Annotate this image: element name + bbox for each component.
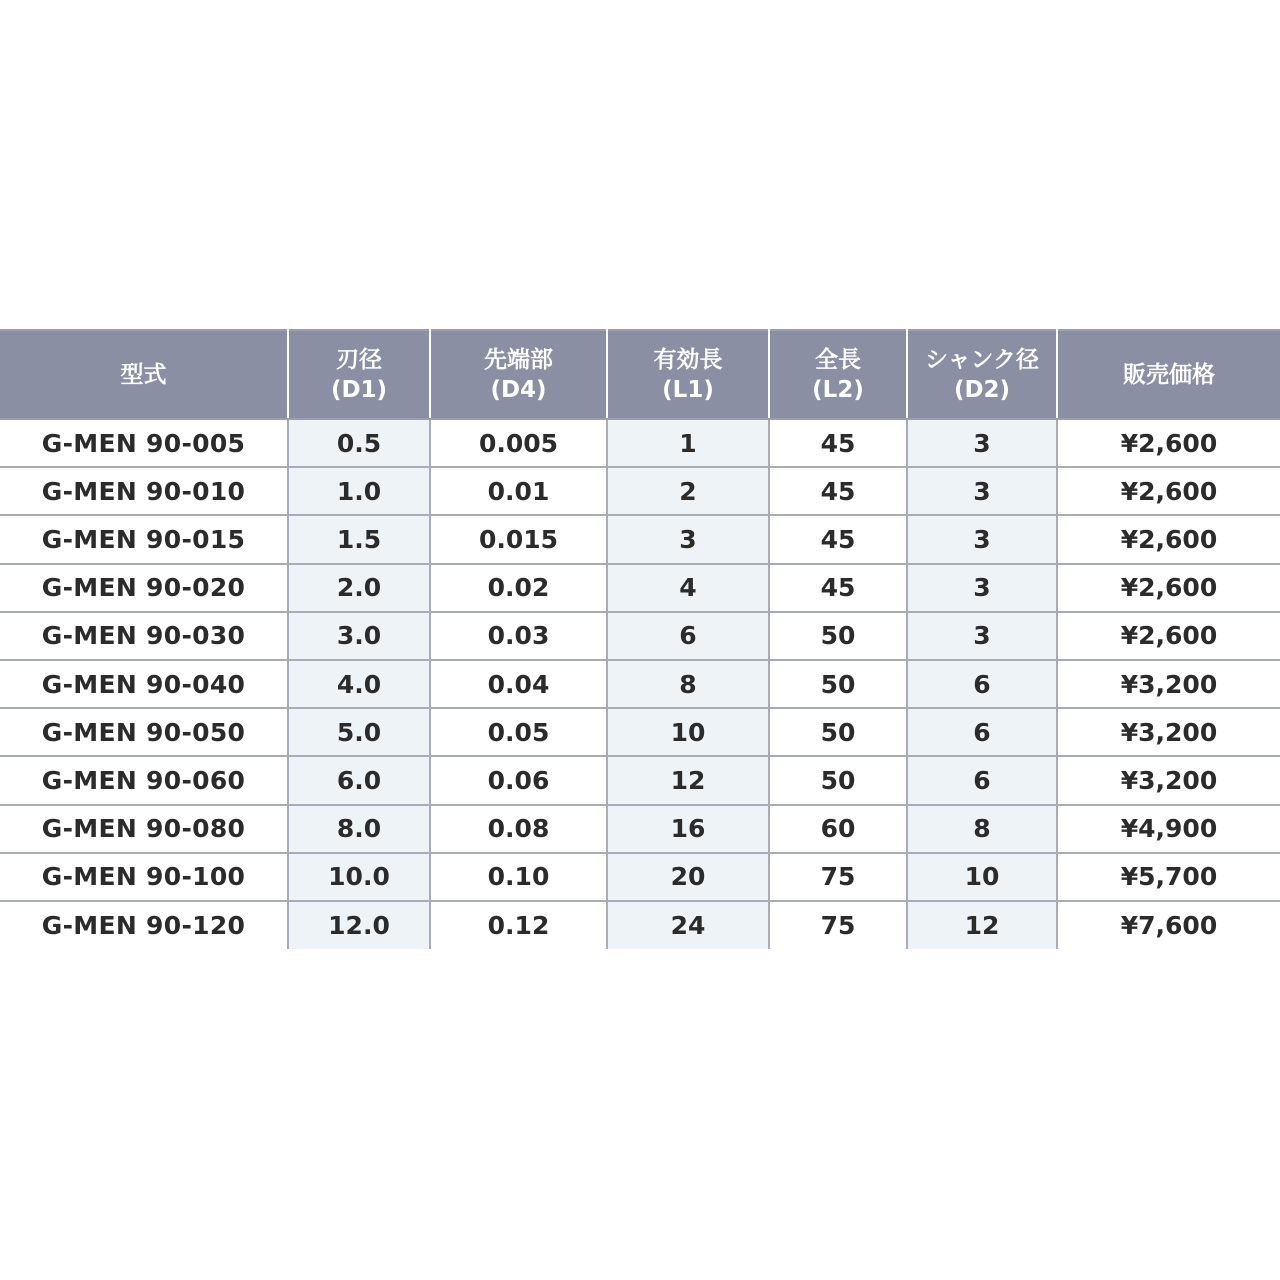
cell-price: ¥3,200: [1057, 756, 1280, 804]
cell-tip: 0.10: [430, 853, 607, 901]
cell-shank-diameter: 3: [907, 419, 1057, 467]
cell-price: ¥2,600: [1057, 515, 1280, 563]
column-header-tip: [430, 330, 607, 419]
column-header-symbol: (L1): [662, 376, 714, 403]
cell-shank-diameter: 6: [907, 660, 1057, 708]
cell-model: G-MEN 90-100: [0, 853, 288, 901]
cell-effective-length: 2: [607, 467, 769, 515]
cell-effective-length: 3: [607, 515, 769, 563]
cell-model: G-MEN 90-030: [0, 612, 288, 660]
cell-shank-diameter: 3: [907, 564, 1057, 612]
cell-blade-diameter: 2.0: [288, 564, 430, 612]
table-header: [0, 330, 1280, 419]
cell-tip: 0.05: [430, 708, 607, 756]
cell-price: ¥3,200: [1057, 660, 1280, 708]
cell-price: ¥2,600: [1057, 419, 1280, 467]
cell-blade-diameter: 10.0: [288, 853, 430, 901]
cell-model: G-MEN 90-080: [0, 805, 288, 853]
cell-effective-length: 16: [607, 805, 769, 853]
cell-price: ¥7,600: [1120, 910, 1218, 940]
cell-overall-length: 45: [769, 515, 907, 563]
cell-price: ¥5,700: [1057, 853, 1280, 901]
cell-overall-length: 50: [769, 708, 907, 756]
table-row: [0, 419, 1280, 467]
cell-overall-length: 75: [769, 901, 907, 949]
column-header-label: シャンク径: [924, 346, 1040, 373]
column-header-label: 全長: [815, 346, 861, 373]
cell-shank-diameter: 3: [907, 467, 1057, 515]
cell-shank-diameter: 8: [907, 805, 1057, 853]
cell-effective-length: 8: [607, 660, 769, 708]
column-header-label: 型式: [120, 361, 167, 388]
spec-table: [0, 329, 1280, 949]
cell-tip: 0.12: [430, 901, 607, 949]
cell-effective-length: 12: [607, 756, 769, 804]
cell-effective-length: 6: [607, 612, 769, 660]
cell-model: G-MEN 90-060: [0, 756, 288, 804]
header-row: [0, 330, 1280, 419]
column-header-symbol: (D2): [953, 376, 1011, 403]
cell-overall-length: 50: [769, 660, 907, 708]
column-header-blade-diameter: [288, 330, 430, 419]
column-header-symbol: (L2): [812, 376, 864, 403]
cell-tip: 0.04: [430, 660, 607, 708]
cell-effective-length: 10: [607, 708, 769, 756]
cell-overall-length: 50: [769, 756, 907, 804]
cell-blade-diameter: 1.0: [288, 467, 430, 515]
column-header-label: 先端部: [484, 346, 553, 373]
cell-effective-length: 1: [607, 419, 769, 467]
cell-tip: 0.03: [430, 612, 607, 660]
table-row: [0, 564, 1280, 612]
cell-model: G-MEN 90-015: [0, 515, 288, 563]
table-body: [0, 419, 1280, 949]
cell-tip: 0.005: [430, 419, 607, 467]
cell-shank-diameter: 3: [907, 612, 1057, 660]
cell-effective-length: 4: [607, 564, 769, 612]
cell-overall-length: 45: [769, 419, 907, 467]
table-row: [0, 756, 1280, 804]
cell-tip: 0.01: [430, 467, 607, 515]
cell-model: G-MEN 90-005: [0, 419, 288, 467]
cell-blade-diameter: 5.0: [288, 708, 430, 756]
cell-blade-diameter: 12.0: [288, 901, 430, 949]
cell-model: G-MEN 90-020: [0, 564, 288, 612]
column-header-symbol: (D4): [490, 376, 547, 403]
cell-shank-diameter: 12: [907, 901, 1057, 949]
cell-blade-diameter: 8.0: [288, 805, 430, 853]
cell-overall-length: 45: [769, 564, 907, 612]
cell-blade-diameter: 0.5: [288, 419, 430, 467]
cell-tip: 0.08: [430, 805, 607, 853]
cell-model: G-MEN 90-120: [0, 901, 288, 949]
cell-price: ¥3,200: [1057, 708, 1280, 756]
cell-blade-diameter: 3.0: [288, 612, 430, 660]
column-header-symbol: (D1): [330, 376, 388, 403]
cell-overall-length: 60: [769, 805, 907, 853]
table-row: [0, 805, 1280, 853]
cell-shank-diameter: 6: [907, 708, 1057, 756]
cell-shank-diameter: 6: [907, 756, 1057, 804]
table-row: [0, 660, 1280, 708]
cell-model: G-MEN 90-040: [0, 660, 288, 708]
column-header-label: 刃径: [336, 346, 382, 373]
column-header-label: 有効長: [653, 346, 723, 373]
cell-model: G-MEN 90-050: [0, 708, 288, 756]
table-row: [0, 612, 1280, 660]
column-header-price: [1057, 330, 1280, 419]
cell-overall-length: 75: [769, 853, 907, 901]
column-header-model: [0, 330, 288, 419]
table-row: [0, 853, 1280, 901]
cell-price: ¥2,600: [1057, 612, 1280, 660]
cell-effective-length: 20: [607, 853, 769, 901]
cell-price: ¥4,900: [1057, 805, 1280, 853]
column-header-overall-length: [769, 330, 907, 419]
cell-overall-length: 45: [769, 467, 907, 515]
table-row: [0, 515, 1280, 563]
table-row: [0, 708, 1280, 756]
cell-tip: 0.02: [430, 564, 607, 612]
cell-shank-diameter: 10: [907, 853, 1057, 901]
cell-effective-length: 24: [607, 901, 769, 949]
table-row: [0, 901, 1280, 949]
cell-shank-diameter: 3: [907, 515, 1057, 563]
column-header-shank-diameter: [907, 330, 1057, 419]
cell-blade-diameter: 4.0: [288, 660, 430, 708]
cell-tip: 0.015: [430, 515, 607, 563]
column-header-effective-length: [607, 330, 769, 419]
cell-price: ¥2,600: [1057, 564, 1280, 612]
cell-tip: 0.06: [430, 756, 607, 804]
table-row: [0, 467, 1280, 515]
cell-overall-length: 50: [769, 612, 907, 660]
cell-model: G-MEN 90-010: [0, 467, 288, 515]
cell-blade-diameter: 1.5: [288, 515, 430, 563]
column-header-label: 販売価格: [1123, 361, 1215, 388]
cell-price: ¥2,600: [1057, 467, 1280, 515]
cell-blade-diameter: 6.0: [288, 756, 430, 804]
